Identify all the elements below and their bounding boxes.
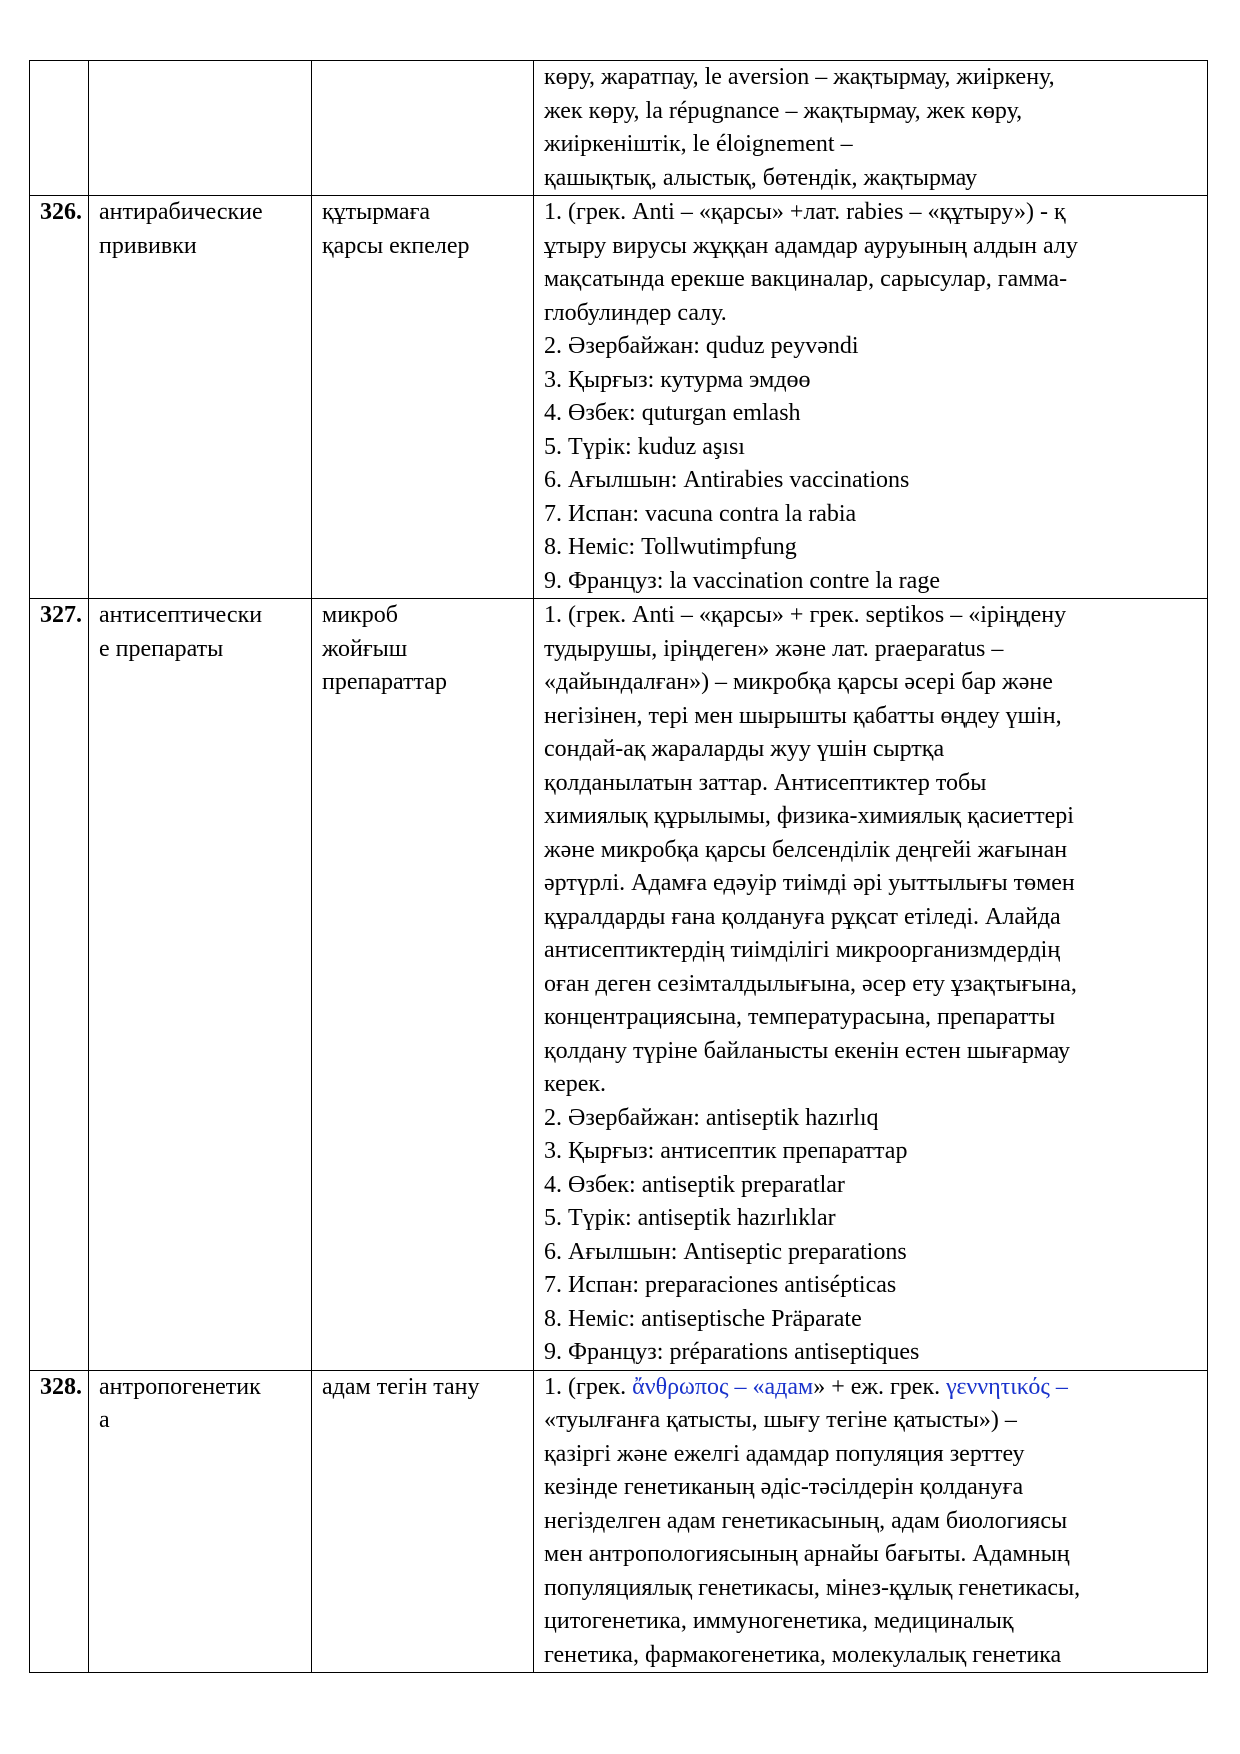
- definition-line: көру, жаратпау, le aversion – жақтырмау, жиіркену,: [544, 64, 1055, 90]
- table-row: [30, 599, 1208, 1371]
- definition-line: 8. Неміс: antiseptische Präparate: [544, 1305, 862, 1332]
- dictionary-table: [29, 60, 1208, 1673]
- russian-term-line: прививки: [99, 232, 197, 259]
- definition-line: қашықтық, алыстық, бөтендік, жақтырмау: [544, 164, 978, 191]
- russian-term-line: е препараты: [99, 635, 224, 662]
- definition-line: популяциялық генетикасы, мінез-құлық генетикасы,: [544, 1574, 1081, 1601]
- russian-term: [89, 61, 312, 196]
- definition-line: концентрациясына, температурасына, препаратты: [544, 1004, 1056, 1030]
- definition-line: қазіргі және ежелгі адамдар популяция зерттеу: [544, 1440, 1025, 1467]
- definition-line: 9. Француз: préparations antiseptiques: [544, 1339, 920, 1365]
- table-row: [30, 1370, 1208, 1673]
- kazakh-term-line: препараттар: [322, 669, 447, 695]
- definition-line: кезінде генетиканың әдіс-тәсілдерін қолдануға: [544, 1474, 1024, 1500]
- definition-line: генетика, фармакогенетика, молекулалық генетика: [544, 1641, 1062, 1668]
- definition-line: 4. Өзбек: quturgan emlash: [544, 400, 801, 426]
- definition-text: 1. (грек.: [544, 1373, 633, 1400]
- definition-first-line: [544, 1371, 1199, 1405]
- definition-line: 1. (грек. Anti – «қарсы» +лат. rabies – «құтыру») - қ: [544, 199, 1066, 225]
- definition-line: сондай-ақ жараларды жуу үшін сыртқа: [544, 736, 945, 762]
- definition: [534, 196, 1208, 599]
- definition-line: 3. Қырғыз: кутурма эмдөө: [544, 366, 811, 393]
- definition-line: 2. Әзербайжан: antiseptik hazırlıq: [544, 1104, 879, 1131]
- definition-line: глобулиндер салу.: [544, 299, 727, 326]
- table-row: [30, 61, 1208, 196]
- definition-line: 3. Қырғыз: антисептик препараттар: [544, 1138, 908, 1164]
- definition-line: 7. Испан: preparaciones antisépticas: [544, 1272, 897, 1298]
- definition-line: 7. Испан: vacuna contra la rabia: [544, 500, 857, 527]
- definition-line: 4. Өзбек: antiseptik preparatlar: [544, 1171, 845, 1198]
- definition-line: 5. Түрік: antiseptik hazırlıklar: [544, 1205, 836, 1231]
- definition: [534, 599, 1208, 1371]
- definition-line: құралдарды ғана қолдануға рұқсат етіледі. Алайда: [544, 903, 1061, 930]
- russian-term-line: антропогенетик: [99, 1373, 261, 1400]
- definition-line: қолданылатын заттар. Антисептиктер тобы: [544, 769, 987, 796]
- greek-word-link[interactable]: ἄνθρωπος – «адам: [632, 1373, 814, 1400]
- definition-line: мен антропологиясының арнайы бағыты. Адамның: [544, 1541, 1070, 1567]
- definition-line: антисептиктердің тиімділігі микроорганизмдердің: [544, 937, 1061, 963]
- russian-term: [89, 196, 312, 599]
- definition-line: 6. Ағылшын: Antirabies vaccinations: [544, 467, 910, 493]
- definition-text: » + еж. грек.: [813, 1373, 947, 1400]
- definition-line: цитогенетика, иммуногенетика, медициналық: [544, 1608, 1014, 1634]
- kazakh-term-line: адам тегін тану: [322, 1373, 480, 1400]
- definition-line: керек.: [544, 1071, 607, 1097]
- definition-line: қолдану түріне байланысты екенін естен шығармау: [544, 1037, 1071, 1064]
- definition-line: жек көру, la répugnance – жақтырмау, жек көру,: [544, 97, 1023, 124]
- definition-line: мақсатында ерекше вакциналар, сарысулар, гамма-: [544, 266, 1068, 292]
- russian-term-line: а: [99, 1407, 110, 1433]
- kazakh-term-line: құтырмаға: [322, 199, 431, 225]
- definition-line: 5. Түрік: kuduz aşısı: [544, 433, 745, 460]
- entry-number: 328.: [30, 1370, 89, 1673]
- table-row: [30, 196, 1208, 599]
- kazakh-term-line: қарсы екпелер: [322, 232, 470, 259]
- russian-term: [89, 1370, 312, 1673]
- kazakh-term-line: микроб: [322, 602, 398, 628]
- russian-term: [89, 599, 312, 1371]
- definition-line: 2. Әзербайжан: quduz peyvəndi: [544, 333, 859, 359]
- entry-number: 327.: [30, 599, 89, 1371]
- kazakh-term-line: жойғыш: [322, 635, 408, 662]
- definition-line: «туылғанға қатысты, шығу тегіне қатысты») –: [544, 1407, 1017, 1433]
- definition-line: «дайындалған») – микробқа қарсы әсері бар және: [544, 669, 1053, 695]
- kazakh-term: [312, 61, 534, 196]
- definition-line: химиялық құрылымы, физика-химиялық қасиеттері: [544, 803, 1074, 829]
- definition-line: негізделген адам генетикасының, адам биологиясы: [544, 1507, 1068, 1534]
- definition: [534, 61, 1208, 196]
- kazakh-term: [312, 599, 534, 1371]
- greek-word-link[interactable]: γεννητικός –: [946, 1373, 1068, 1400]
- russian-term-line: антисептически: [99, 602, 263, 628]
- definition-line: тудырушы, іріңдеген» және лат. praeparatus –: [544, 635, 1004, 662]
- russian-term-line: антирабические: [99, 199, 263, 225]
- definition-line: және микробқа қарсы белсенділік деңгейі жағынан: [544, 836, 1068, 863]
- definition: [534, 1370, 1208, 1673]
- definition-line: 8. Неміс: Tollwutimpfung: [544, 534, 797, 560]
- kazakh-term: [312, 1370, 534, 1673]
- definition-line: негізінен, тері мен шырышты қабатты өңдеу үшін,: [544, 702, 1062, 729]
- entry-number: [30, 61, 89, 196]
- definition-line: 6. Ағылшын: Antiseptic preparations: [544, 1238, 907, 1265]
- kazakh-term: [312, 196, 534, 599]
- entry-number: 326.: [30, 196, 89, 599]
- definition-line: оған деген сезімталдылығына, әсер ету ұзақтығына,: [544, 970, 1077, 997]
- definition-line: ұтыру вирусы жұққан адамдар ауруының алдын алу: [544, 232, 1078, 259]
- definition-line: жиіркеніштік, le éloignement –: [544, 131, 853, 157]
- definition-line: 1. (грек. Anti – «қарсы» + грек. septikos – «іріңдену: [544, 602, 1067, 628]
- definition-line: әртүрлі. Адамға едәуір тиімді әрі уыттылығы төмен: [544, 870, 1075, 896]
- definition-line: 9. Француз: la vaccination contre la rage: [544, 567, 940, 594]
